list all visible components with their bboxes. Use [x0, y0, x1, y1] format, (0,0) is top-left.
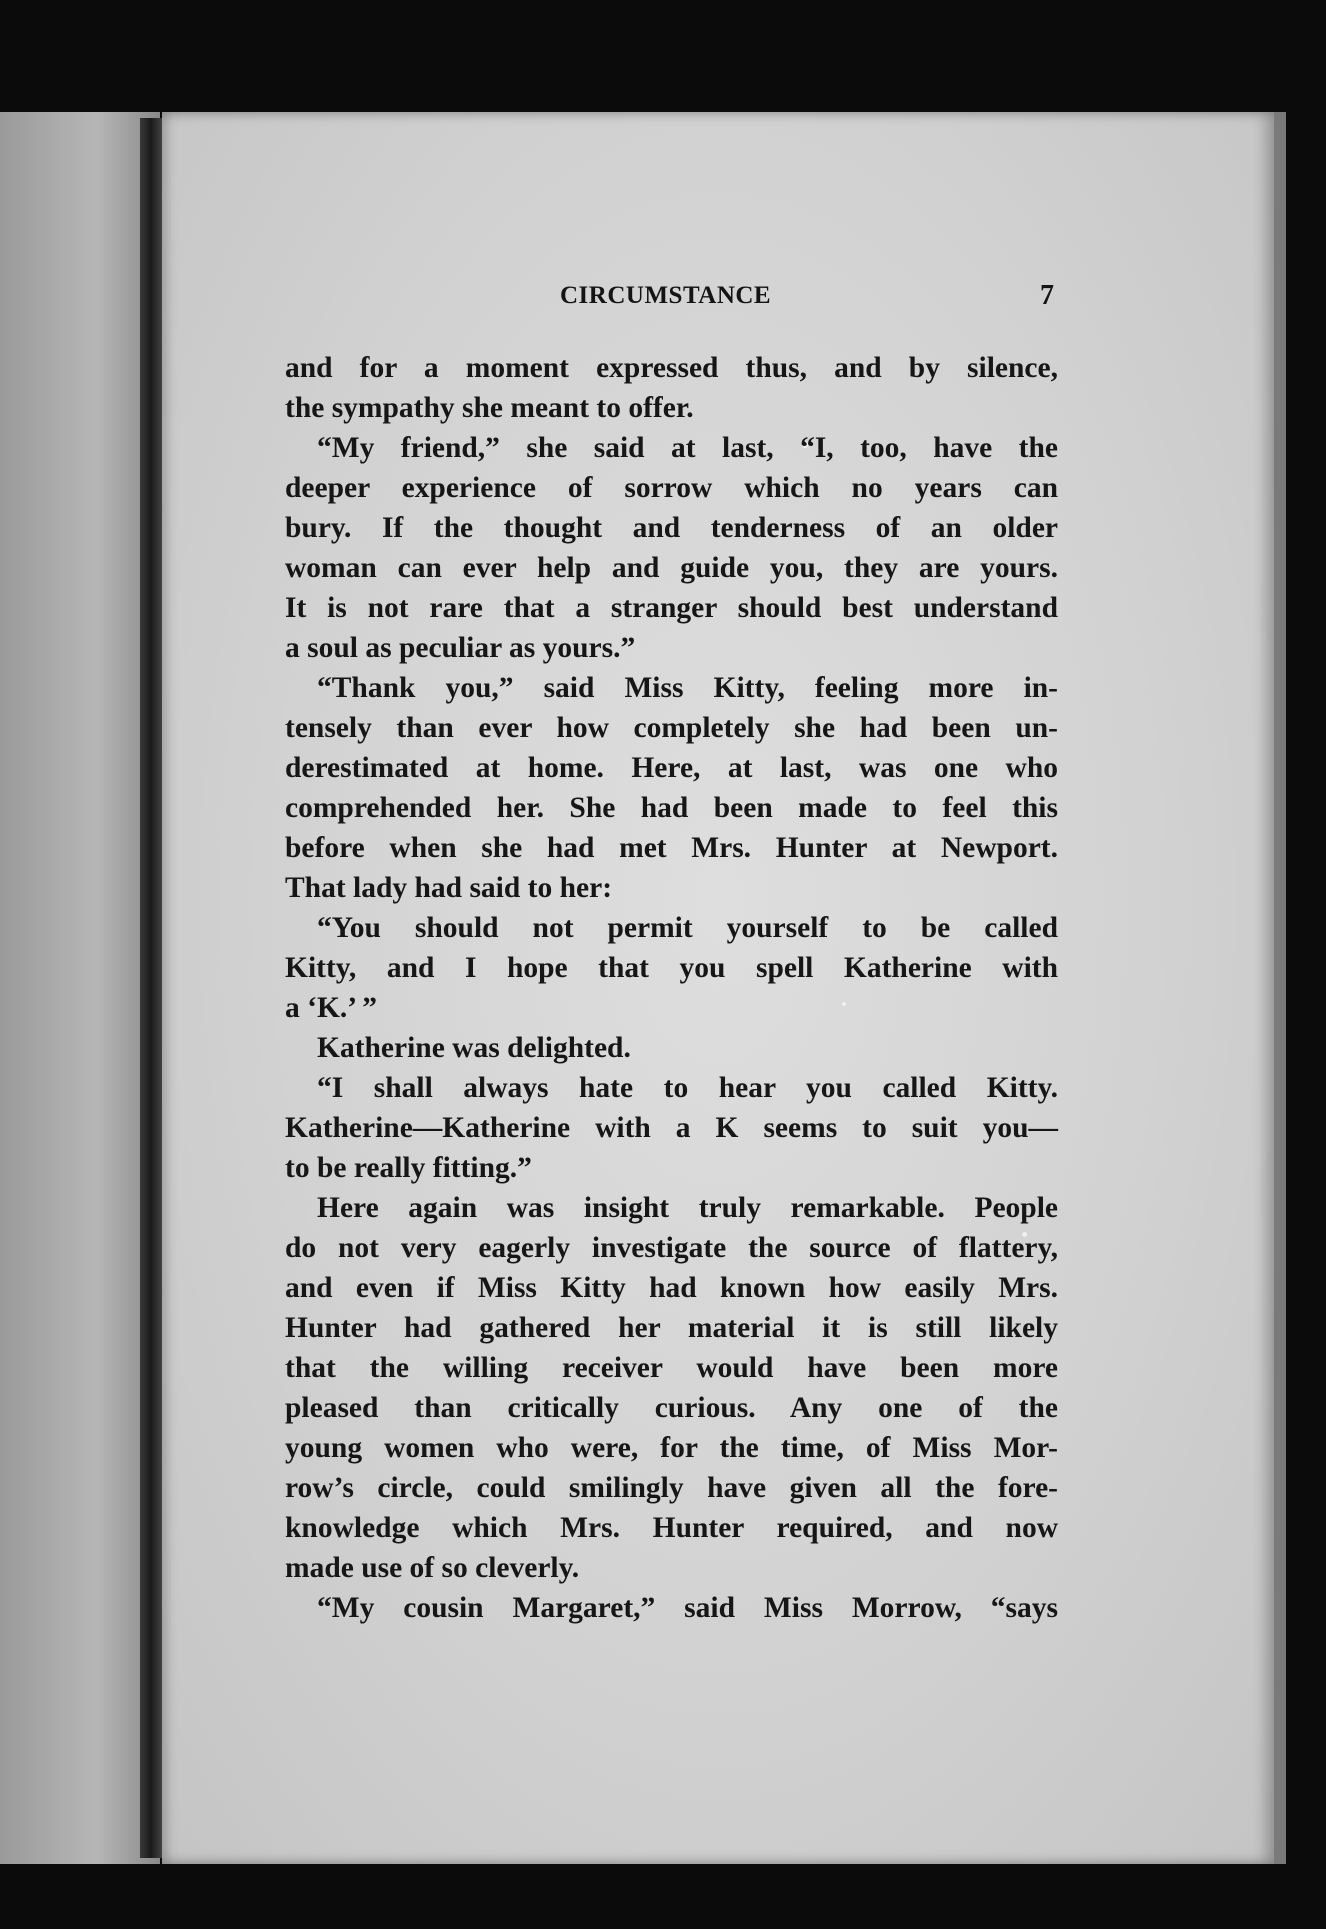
text-line: It is not rare that a stranger should best understand	[285, 592, 1058, 624]
book-gutter	[140, 118, 164, 1858]
text-line: deeper experience of sorrow which no years can	[285, 472, 1058, 504]
text-line: do not very eagerly investigate the source of flattery,	[285, 1232, 1058, 1264]
text-line: to be really fitting.”	[285, 1152, 532, 1184]
text-line: the sympathy she meant to offer.	[285, 392, 694, 424]
text-line: young women who were, for the time, of Miss Mor-	[285, 1432, 1058, 1464]
text-line: a soul as peculiar as yours.”	[285, 632, 636, 664]
text-line: bury. If the thought and tenderness of an older	[285, 512, 1058, 544]
text-line: woman can ever help and guide you, they are yours.	[285, 552, 1058, 584]
text-line: comprehended her. She had been made to feel this	[285, 792, 1058, 824]
text-line: Katherine was delighted.	[317, 1032, 631, 1064]
text-line: and even if Miss Kitty had known how easily Mrs.	[285, 1272, 1058, 1304]
text-line: before when she had met Mrs. Hunter at Newport.	[285, 832, 1058, 864]
page-number: 7	[1040, 280, 1054, 311]
text-line: a ‘K.’ ”	[285, 992, 378, 1024]
text-line: “My friend,” she said at last, “I, too, have the	[317, 432, 1058, 464]
text-line: that the willing receiver would have been more	[285, 1352, 1058, 1384]
text-line: tensely than ever how completely she had been un-	[285, 712, 1058, 744]
text-line: made use of so cleverly.	[285, 1552, 580, 1584]
text-line: “I shall always hate to hear you called Kitty.	[317, 1072, 1058, 1104]
text-line: “Thank you,” said Miss Kitty, feeling more in-	[317, 672, 1058, 704]
left-page-edge	[0, 112, 160, 1864]
running-title: CIRCUMSTANCE	[560, 282, 772, 309]
text-line: and for a moment expressed thus, and by silence,	[285, 352, 1058, 384]
text-line: “You should not permit yourself to be called	[317, 912, 1058, 944]
text-line: derestimated at home. Here, at last, was one who	[285, 752, 1058, 784]
text-line: Hunter had gathered her material it is still likely	[285, 1312, 1058, 1344]
text-line: pleased than critically curious. Any one of the	[285, 1392, 1058, 1424]
text-line: Kitty, and I hope that you spell Katherine with	[285, 952, 1058, 984]
text-line: That lady had said to her:	[285, 872, 613, 904]
text-line: Here again was insight truly remarkable. People	[317, 1192, 1058, 1224]
text-line: “My cousin Margaret,” said Miss Morrow, “says	[317, 1592, 1058, 1624]
text-line: row’s circle, could smilingly have given all the fore-	[285, 1472, 1058, 1504]
text-line: knowledge which Mrs. Hunter required, and now	[285, 1512, 1058, 1544]
right-page-edge	[1274, 112, 1286, 1864]
body-text	[285, 348, 1058, 1628]
text-line: Katherine—Katherine with a K seems to suit you—	[285, 1112, 1058, 1144]
